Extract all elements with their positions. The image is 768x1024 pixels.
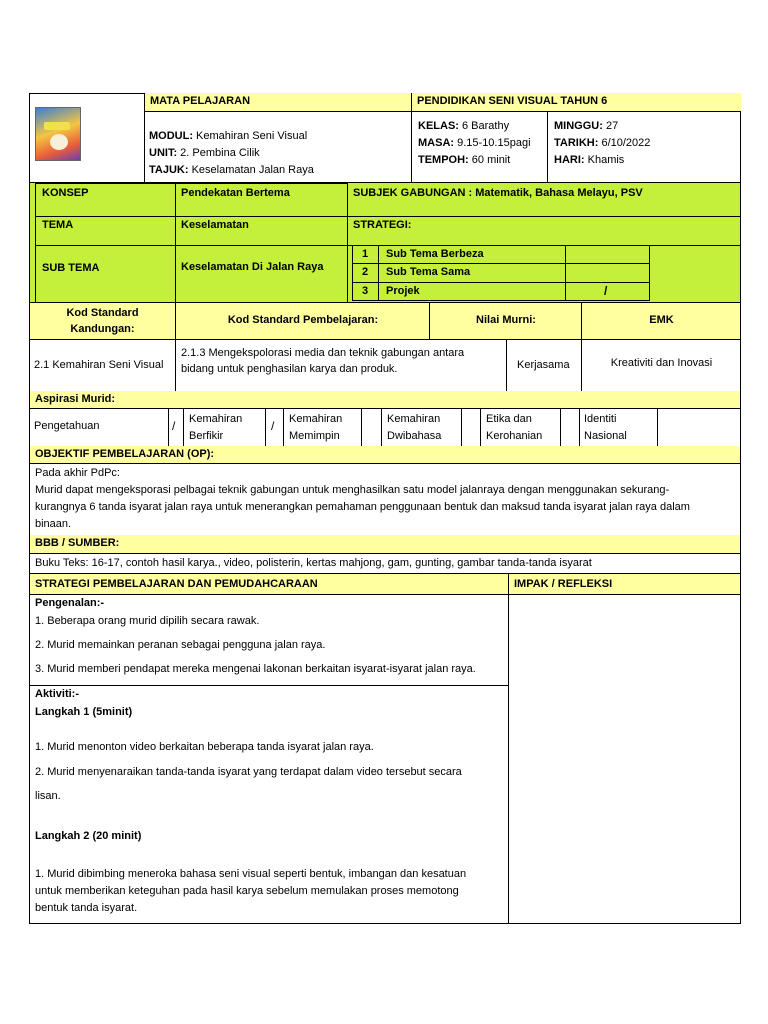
langkah-1-item-2: 2. Murid menyenaraikan tanda-tanda isyarat yang terdapat dalam video tersebut secara: [35, 766, 462, 778]
minggu-value: 27: [602, 120, 619, 132]
tajuk-label: TAJUK:: [149, 164, 189, 176]
aspirasi-mark-2: /: [271, 419, 275, 433]
objektif-label: OBJEKTIF PEMBELAJARAN (OP):: [29, 446, 741, 464]
konsep-value: Pendekatan Bertema: [181, 187, 290, 199]
minggu-cell: [548, 112, 741, 183]
tarikh-value: 6/10/2022: [598, 137, 651, 149]
pengenalan-label: Pengenalan:-: [35, 597, 105, 609]
langkah-1-item-1: 1. Murid menonton video berkaitan beberapa tanda isyarat jalan raya.: [35, 741, 374, 753]
tarikh-label: TARIKH:: [554, 137, 599, 149]
ksp-label: Kod Standard Pembelajaran:: [227, 314, 379, 326]
aspirasi-etika: Etika dan Kerohanian: [486, 413, 543, 442]
pengenalan-item-2: 2. Murid memainkan peranan sebagai pengguna jalan raya.: [35, 639, 326, 651]
strategi-row-1-label: Sub Tema Berbeza: [386, 248, 484, 260]
tema-label: TEMA: [42, 219, 74, 231]
ksp-value: 2.1.3 Mengekspolorasi media dan teknik gabungan antara bidang untuk penghasilan karya dan produk.: [181, 347, 465, 375]
konsep-label: KONSEP: [42, 187, 89, 199]
strategi-row-3-label: Projek: [386, 285, 420, 297]
strategi-label: STRATEGI:: [353, 219, 412, 231]
unit-value: 2. Pembina Cilik: [177, 147, 260, 159]
modul-label: MODUL:: [149, 130, 193, 142]
bbb-value: Buku Teks: 16-17, contoh hasil karya., video, polisterin, kertas mahjong, gam, gunting, gambar tanda-tanda isyarat: [29, 554, 741, 574]
subject-title: PENDIDIKAN SENI VISUAL TAHUN 6: [412, 93, 741, 112]
langkah-2-label: Langkah 2 (20 minit): [35, 830, 142, 842]
strategi-row-2-label: Sub Tema Sama: [386, 266, 471, 278]
minggu-label: MINGGU:: [554, 120, 603, 132]
objektif-body: Pada akhir PdPc: Murid dapat mengeksporasi pelbagai teknik gabungan untuk menghasilkan satu model jalanraya dengan menggunakan sekurang- kurangnya 6 tanda isyarat jalan raya untuk menerangkan pemahaman penggunaan bentuk dan maksud tanda isyarat jalan raya dalam binaan.: [29, 464, 741, 536]
ksk-label: Kod Standard Kandungan:: [66, 307, 139, 335]
masa-value: 9.15-10.15pagi: [454, 137, 531, 149]
logo-cell: [29, 93, 145, 183]
emk-value: Kreativiti dan Inovasi: [610, 357, 713, 369]
hari-value: Khamis: [584, 154, 625, 166]
aspirasi-pengetahuan: Pengetahuan: [34, 420, 100, 432]
modul-cell: [145, 112, 412, 183]
aspirasi-memimpin: Kemahiran Memimpin: [289, 413, 343, 442]
nilai-label: Nilai Murni:: [476, 314, 536, 326]
aspirasi-dwibahasa: Kemahiran Dwibahasa: [387, 413, 442, 442]
strategi-row-3-mark: /: [604, 284, 608, 298]
hari-label: HARI:: [554, 154, 585, 166]
kelas-cell: [412, 112, 548, 183]
impak-label: IMPAK / REFLEKSI: [509, 574, 741, 595]
kelas-value: 6 Barathy: [458, 120, 510, 132]
aktiviti-label: Aktiviti:-: [35, 688, 79, 700]
masa-label: MASA:: [418, 137, 455, 149]
bbb-label: BBB / SUMBER:: [29, 535, 741, 554]
kelas-label: KELAS:: [418, 120, 459, 132]
strategi-row-1-num: 1: [362, 248, 369, 260]
langkah-2-item-1: 1. Murid dibimbing meneroka bahasa seni visual seperti bentuk, imbangan dan kesatuan untuk memberikan keteguhan pada hasil karya sebelum memulakan proses memotong bentuk tanda isyarat.: [35, 868, 467, 914]
aspirasi-mark-1: /: [172, 419, 176, 433]
subtema-label: SUB TEMA: [42, 262, 100, 274]
strategi-pembelajaran-label: STRATEGI PEMBELAJARAN DAN PEMUDAHCARAAN: [29, 574, 509, 595]
aspirasi-identiti: Identiti Nasional: [584, 413, 627, 442]
pengenalan-item-1: 1. Beberapa orang murid dipilih secara rawak.: [35, 615, 260, 627]
subtema-value: Keselamatan Di Jalan Raya: [181, 261, 324, 273]
strategi-row-3-num: 3: [362, 285, 369, 297]
pengenalan-item-3: 3. Murid memberi pendapat mereka mengenai lakonan berkaitan isyarat-isyarat jalan raya.: [35, 663, 476, 675]
unit-label: UNIT:: [149, 147, 178, 159]
mata-pelajaran-label: MATA PELAJARAN: [145, 93, 412, 112]
aspirasi-berfikir: Kemahiran Berfikir: [189, 413, 243, 442]
aspirasi-label: Aspirasi Murid:: [29, 391, 741, 409]
modul-value: Kemahiran Seni Visual: [193, 130, 308, 142]
tajuk-value: Keselamatan Jalan Raya: [188, 164, 314, 176]
nilai-value: Kerjasama: [517, 359, 570, 371]
strategi-row-2-num: 2: [362, 266, 369, 278]
tempoh-value: 60 minit: [468, 154, 511, 166]
emk-label: EMK: [649, 314, 674, 326]
langkah-1-label: Langkah 1 (5minit): [35, 706, 133, 718]
langkah-1-item-2-cont: lisan.: [35, 790, 61, 802]
impak-content: [509, 595, 741, 924]
book-cover-image: [35, 107, 81, 161]
tema-value: Keselamatan: [181, 219, 249, 231]
ksk-value: 2.1 Kemahiran Seni Visual: [34, 359, 164, 371]
subjek-gabungan: SUBJEK GABUNGAN : Matematik, Bahasa Melayu, PSV: [353, 187, 643, 199]
tempoh-label: TEMPOH:: [418, 154, 469, 166]
